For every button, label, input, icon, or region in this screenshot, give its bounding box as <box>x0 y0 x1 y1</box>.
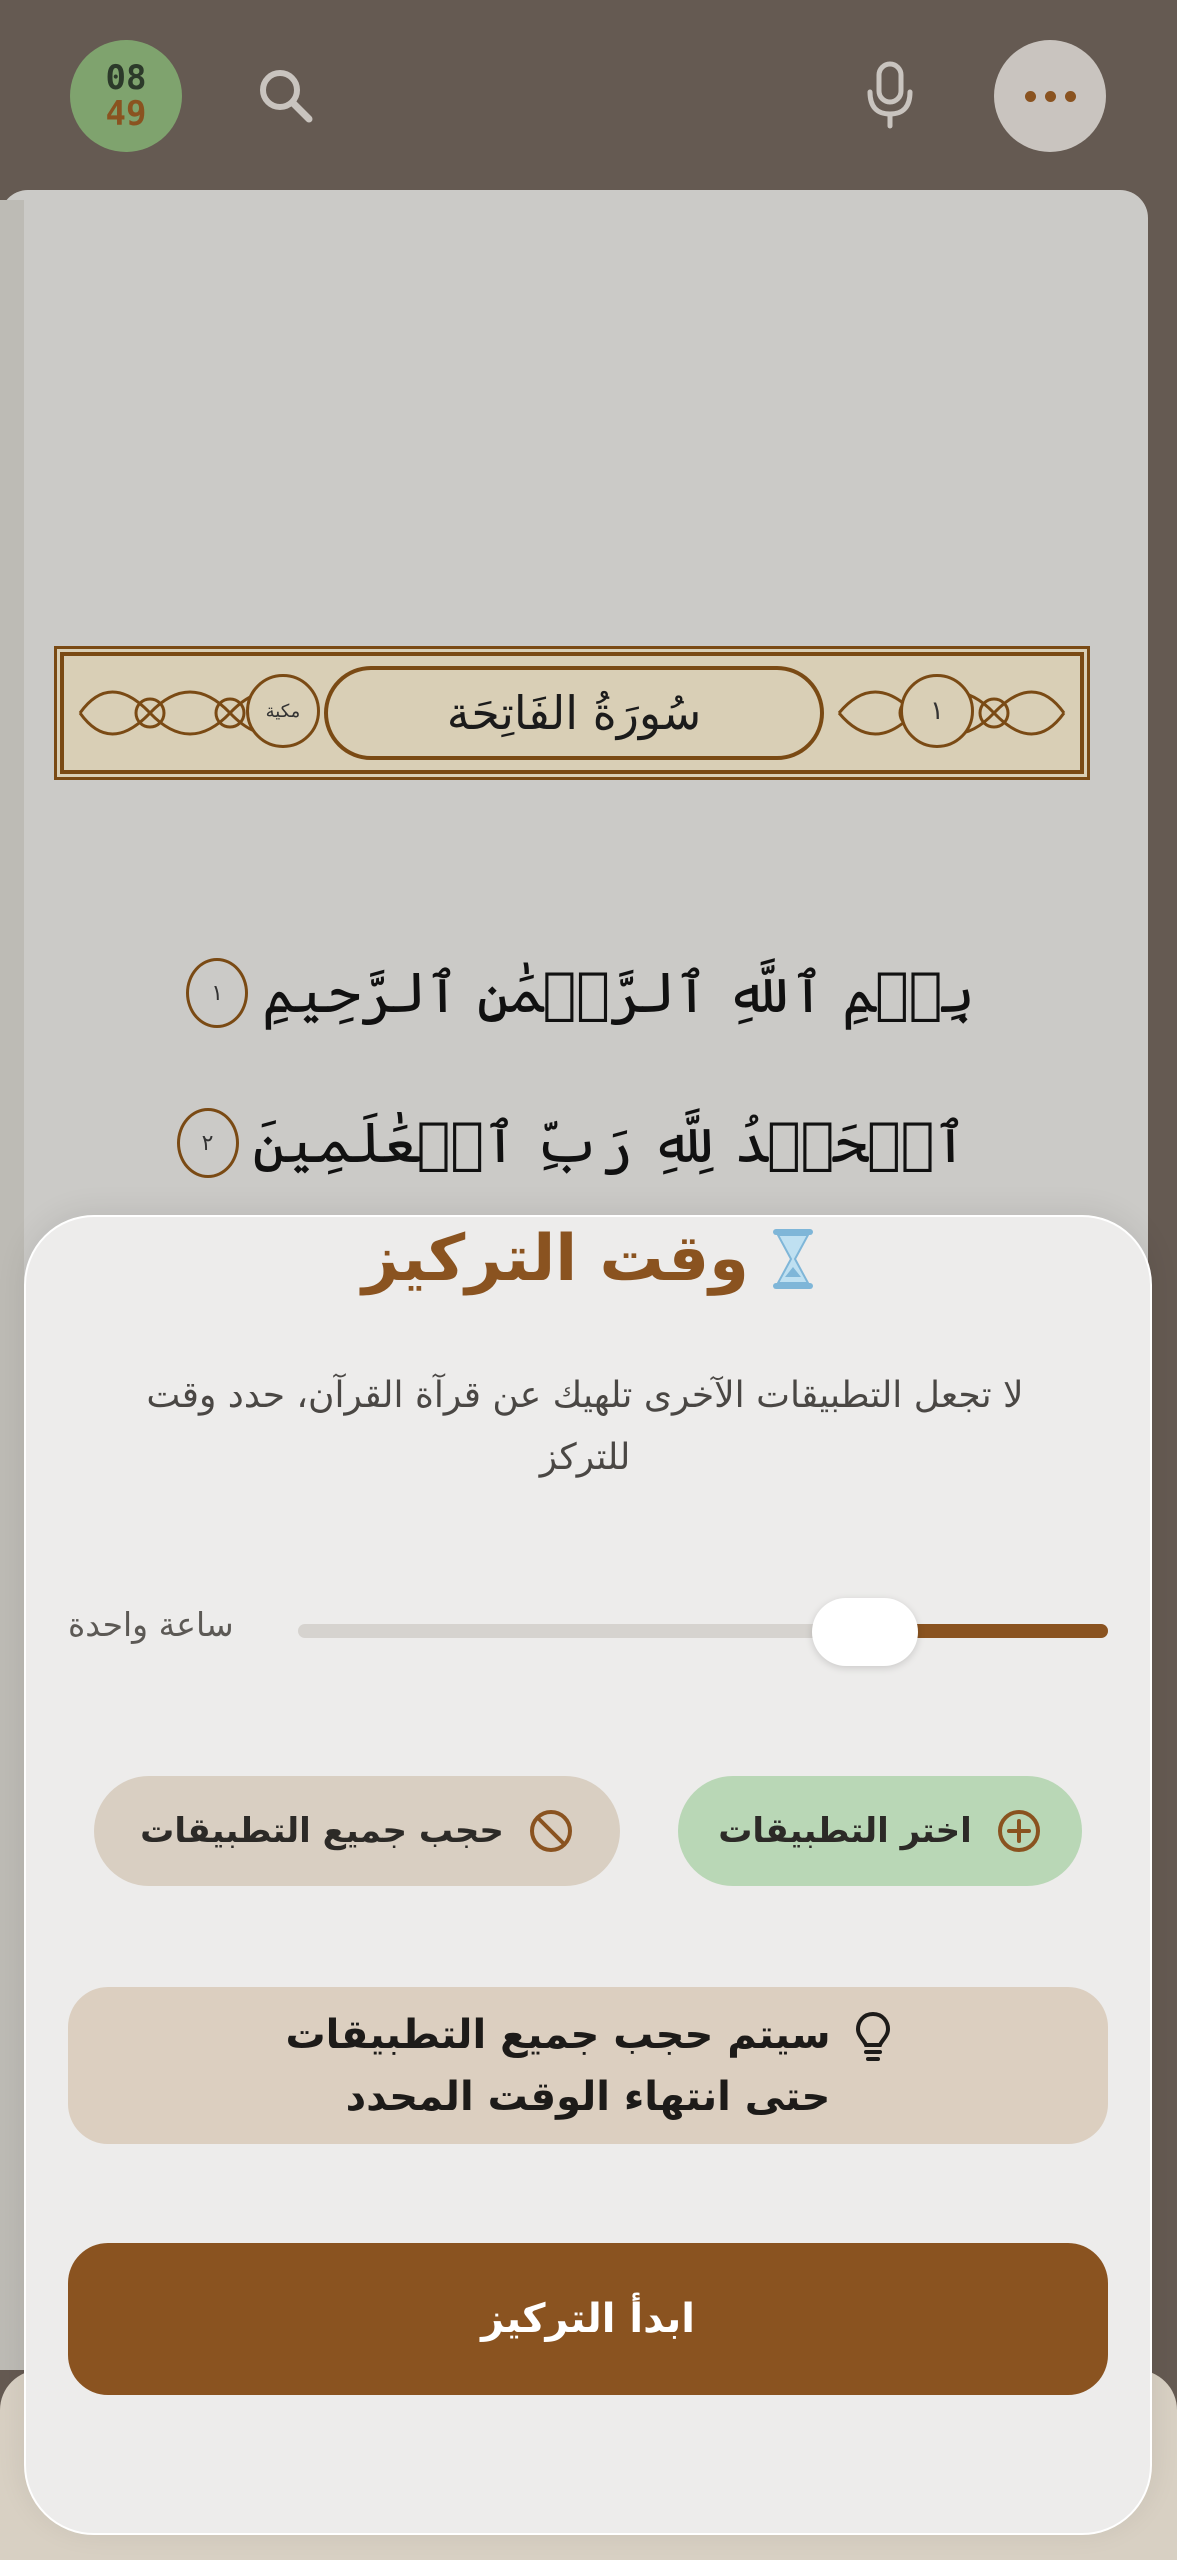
start-focus-button[interactable]: ابدأ التركيز <box>68 2243 1108 2395</box>
ayah-number-marker: ١ <box>186 958 248 1028</box>
verse-text: بِسۡمِ ٱللَّهِ ٱلرَّحۡمَٰنِ ٱلرَّحِيمِ <box>262 960 975 1026</box>
hourglass-icon <box>771 1227 815 1291</box>
info-text-wrapper <box>238 2004 938 2128</box>
duration-label: ساعة واحدة <box>68 1605 234 1644</box>
verse-2[interactable] <box>177 1108 967 1178</box>
top-bar <box>0 0 1177 190</box>
sheet-title <box>0 1222 1177 1296</box>
info-box <box>68 1987 1108 2144</box>
surah-number: ١ <box>900 674 974 748</box>
lightbulb-icon <box>855 2011 891 2063</box>
info-text: سيتم حجب جميع التطبيقات حتى انتهاء الوقت المحدد <box>285 2011 831 2120</box>
sheet-description: لا تجعل التطبيقات الآخرى تلهيك عن قرآة القرآن، حدد وقت للتركز <box>146 1375 1024 1478</box>
revelation-type: مكية <box>246 674 320 748</box>
search-icon <box>254 64 316 126</box>
ayah-number-marker: ٢ <box>177 1108 239 1178</box>
choose-apps-button[interactable] <box>678 1776 1082 1886</box>
verse-1[interactable] <box>186 958 975 1028</box>
surah-header-banner <box>60 652 1084 774</box>
clock-minute: 49 <box>105 94 147 134</box>
voice-search-button[interactable] <box>850 55 930 135</box>
block-all-apps-label: حجب جميع التطبيقات <box>140 1811 504 1851</box>
surah-name: سُورَةُ الفَاتِحَة <box>324 666 824 760</box>
duration-slider-thumb[interactable] <box>812 1598 918 1666</box>
sheet-title-text: وقت التركيز <box>362 1222 749 1296</box>
search-button[interactable] <box>245 55 325 135</box>
microphone-icon <box>862 60 918 130</box>
clock-hour: 08 <box>105 58 147 98</box>
more-button[interactable] <box>994 40 1106 152</box>
more-icon <box>1025 91 1076 102</box>
add-circle-icon <box>996 1808 1042 1854</box>
choose-apps-label: اختر التطبيقات <box>718 1811 972 1851</box>
clock-badge[interactable] <box>70 40 182 152</box>
block-all-apps-button[interactable] <box>94 1776 620 1886</box>
verse-text: ٱلۡحَمۡدُ لِلَّهِ رَبِّ ٱلۡعَٰلَمِينَ <box>252 1110 967 1176</box>
block-icon <box>528 1808 574 1854</box>
